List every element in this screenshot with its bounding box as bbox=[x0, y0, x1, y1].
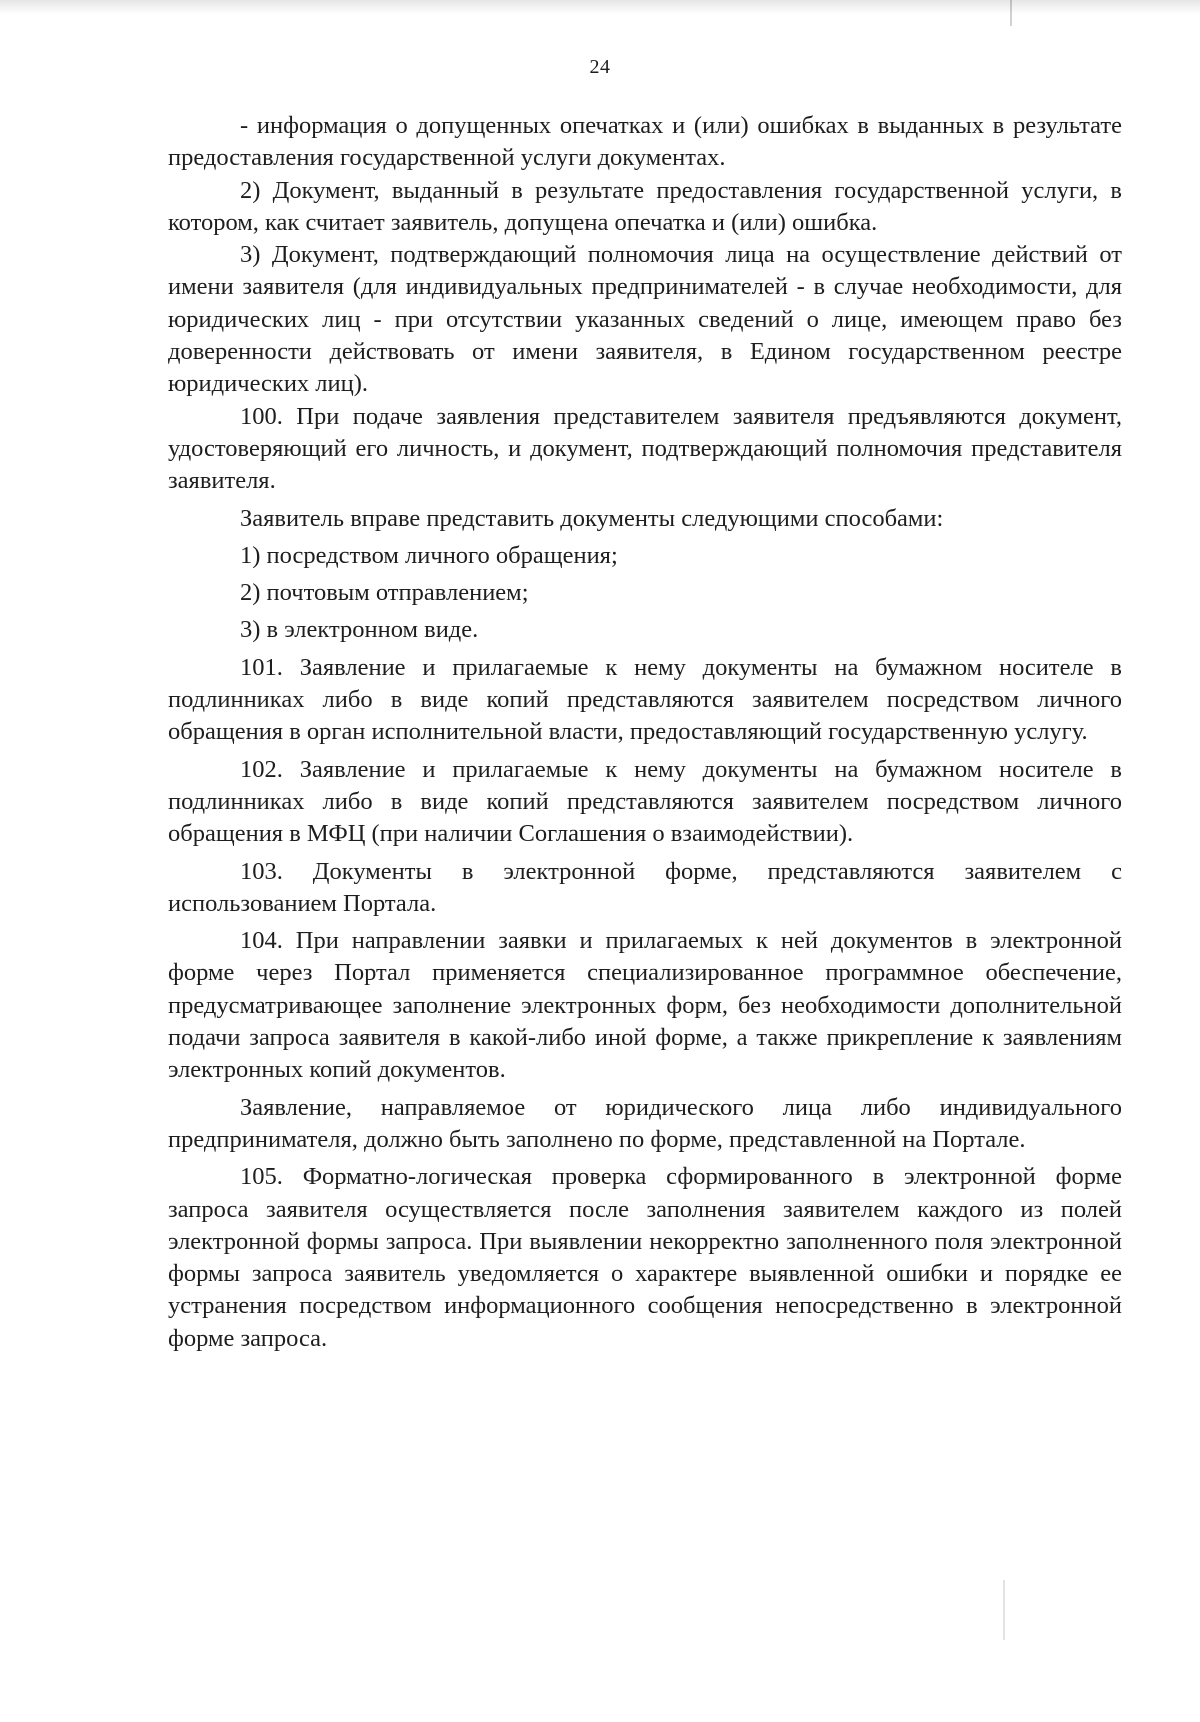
paragraph-101: 101. Заявление и прилагаемые к нему документы на бумажном носителе в подлинниках либо в виде копий представляются заявителем посредством личного обращения в орган исполнительной власти, предоставляющий государственную услугу. bbox=[168, 653, 1122, 746]
paragraph-submission-methods: Заявитель вправе представить документы следующими способами: bbox=[240, 504, 944, 532]
paragraph-legal-entity-form: Заявление, направляемое от юридического лица либо индивидуального предпринимателя, должно быть заполнено по форме, представленной на Портале. bbox=[168, 1093, 1122, 1153]
list-item-electronic: 3) в электронном виде. bbox=[240, 616, 479, 644]
paragraph-100: 100. При подаче заявления представителем заявителя предъявляются документ, удостоверяющий его личность, и документ, подтверждающий полномочия представителя заявителя. bbox=[168, 402, 1122, 495]
paragraph-item-2: 2) Документ, выданный в результате предоставления государственной услуги, в котором, как считает заявитель, допущена опечатка и (или) ошибка. bbox=[168, 176, 1122, 236]
page-number: 24 bbox=[589, 56, 611, 78]
paragraph-103: 103. Документы в электронной форме, представляются заявителем с использованием Портала. bbox=[168, 857, 1122, 917]
document-body bbox=[168, 110, 1122, 1355]
paragraph-102: 102. Заявление и прилагаемые к нему документы на бумажном носителе в подлинниках либо в виде копий представляются заявителем посредством личного обращения в МФЦ (при наличии Соглашения о взаимодействии). bbox=[168, 755, 1122, 848]
list-item-mail: 2) почтовым отправлением; bbox=[240, 579, 529, 607]
paragraph-error-info: - информация о допущенных опечатках и (или) ошибках в выданных в результате предоставления государственной услуги документах. bbox=[168, 112, 1122, 172]
list-item-personal: 1) посредством личного обращения; bbox=[240, 541, 618, 569]
paragraph-item-3: 3) Документ, подтверждающий полномочия лица на осуществление действий от имени заявителя (для индивидуальных предпринимателей - в случае необходимости, для юридических лиц - при отсутствии указанных сведений о лице, имеющем право без доверенности действовать от имени заявителя, в Едином государственном реестре юридических лиц). bbox=[168, 241, 1122, 398]
paragraph-104: 104. При направлении заявки и прилагаемых к ней документов в электронной форме через Портал применяется специализированное программное обеспечение, предусматривающее заполнение электронных форм, без необходимости дополнительной подачи запроса заявителя в какой-либо иной форме, а также прикрепление к заявлениям электронных копий документов. bbox=[168, 927, 1122, 1084]
paragraph-105: 105. Форматно-логическая проверка сформированного в электронной форме запроса заявителя осуществляется после заполнения заявителем каждого из полей электронной формы запроса. При выявлении некорректно заполненного поля электронной формы запроса заявитель уведомляется о характере выявленной ошибки и порядке ее устранения посредством информационного сообщения непосредственно в электронной форме запроса. bbox=[168, 1163, 1122, 1352]
scan-artifact-line bbox=[1003, 1580, 1005, 1640]
scan-artifact-line bbox=[1010, 0, 1012, 26]
scan-edge-shadow bbox=[0, 0, 1200, 14]
